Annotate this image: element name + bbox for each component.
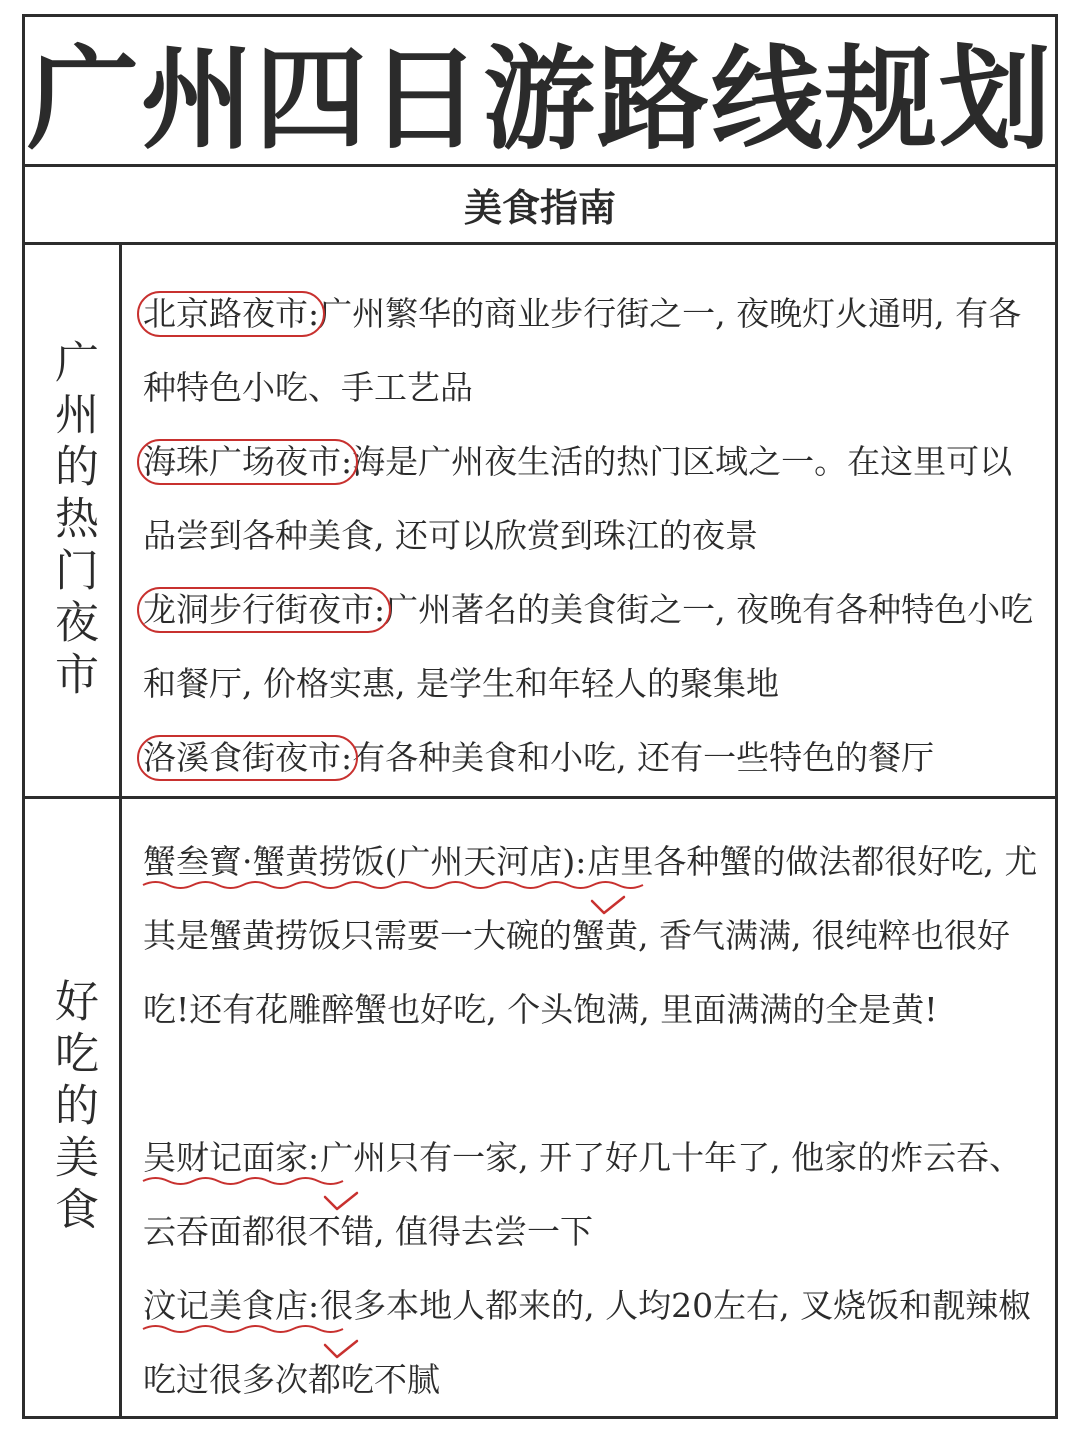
market-name: 洛溪食街夜市: [143,721,352,795]
food-entry-wucaiji [143,1121,1043,1269]
market-entry-haizhu-square [143,425,1043,573]
restaurant-name: 蟹叁寳·蟹黄捞饭(广州天河店): [143,825,586,899]
night-markets-content [122,245,1055,796]
wavy-underline [143,879,643,891]
market-name: 龙洞步行街夜市: [143,573,385,647]
food-entry-wenji [143,1269,1043,1417]
market-entry-beijing-road [143,277,1043,425]
guide-table [22,14,1058,1419]
market-description: 有各种美食和小吃, 还有一些特色的餐厅 [352,738,935,777]
market-name: 北京路夜市: [143,277,319,351]
restaurant-description: 很多本地人都来的, 人均20左右, 叉烧饭和靓辣椒吃过很多次都吃不腻 [143,1286,1032,1399]
market-description: 海是广州夜生活的热门区域之一。在这里可以品尝到各种美食, 还可以欣赏到珠江的夜景 [143,442,1013,555]
restaurant-name: 吴财记面家: [143,1121,319,1195]
market-description: 广州繁华的商业步行街之一, 夜晚灯火通明, 有各种特色小吃、手工艺品 [143,294,1022,407]
market-entry-longdong [143,573,1043,721]
food-entry-xiesanbao [143,825,1043,1047]
night-markets-section [25,245,1055,799]
food-section [25,799,1055,1416]
market-description: 广州著名的美食街之一, 夜晚有各种特色小吃和餐厅, 价格实惠, 是学生和年轻人的聚集地 [143,590,1034,703]
market-entry-luoxi [143,721,1043,795]
wavy-underline [143,1323,343,1335]
food-label: 好吃的美食 [47,977,98,1238]
restaurant-description: 广州只有一家, 开了好几十年了, 他家的炸云吞、云吞面都很不错, 值得去尝一下 [143,1138,1023,1251]
wavy-underline [143,1175,343,1187]
restaurant-name: 汶记美食店: [143,1269,319,1343]
title-row [25,17,1055,167]
section-subtitle: 美食指南 [463,186,616,230]
food-content [122,799,1055,1416]
restaurant-description: 店里各种蟹的做法都很好吃, 尤其是蟹黄捞饭只需要一大碗的蟹黄, 香气满满, 很纯粹也很好吃!还有花雕醉蟹也好吃, 个头饱满, 里面满满的全是黄! [143,842,1038,1029]
night-markets-label: 广州的热门夜市 [47,338,98,703]
market-name: 海珠广场夜市: [143,425,352,499]
food-label-cell [25,799,122,1416]
page-title: 广州四日游路线规划 [27,35,1053,165]
subtitle-row [25,167,1055,245]
night-markets-label-cell [25,245,122,796]
